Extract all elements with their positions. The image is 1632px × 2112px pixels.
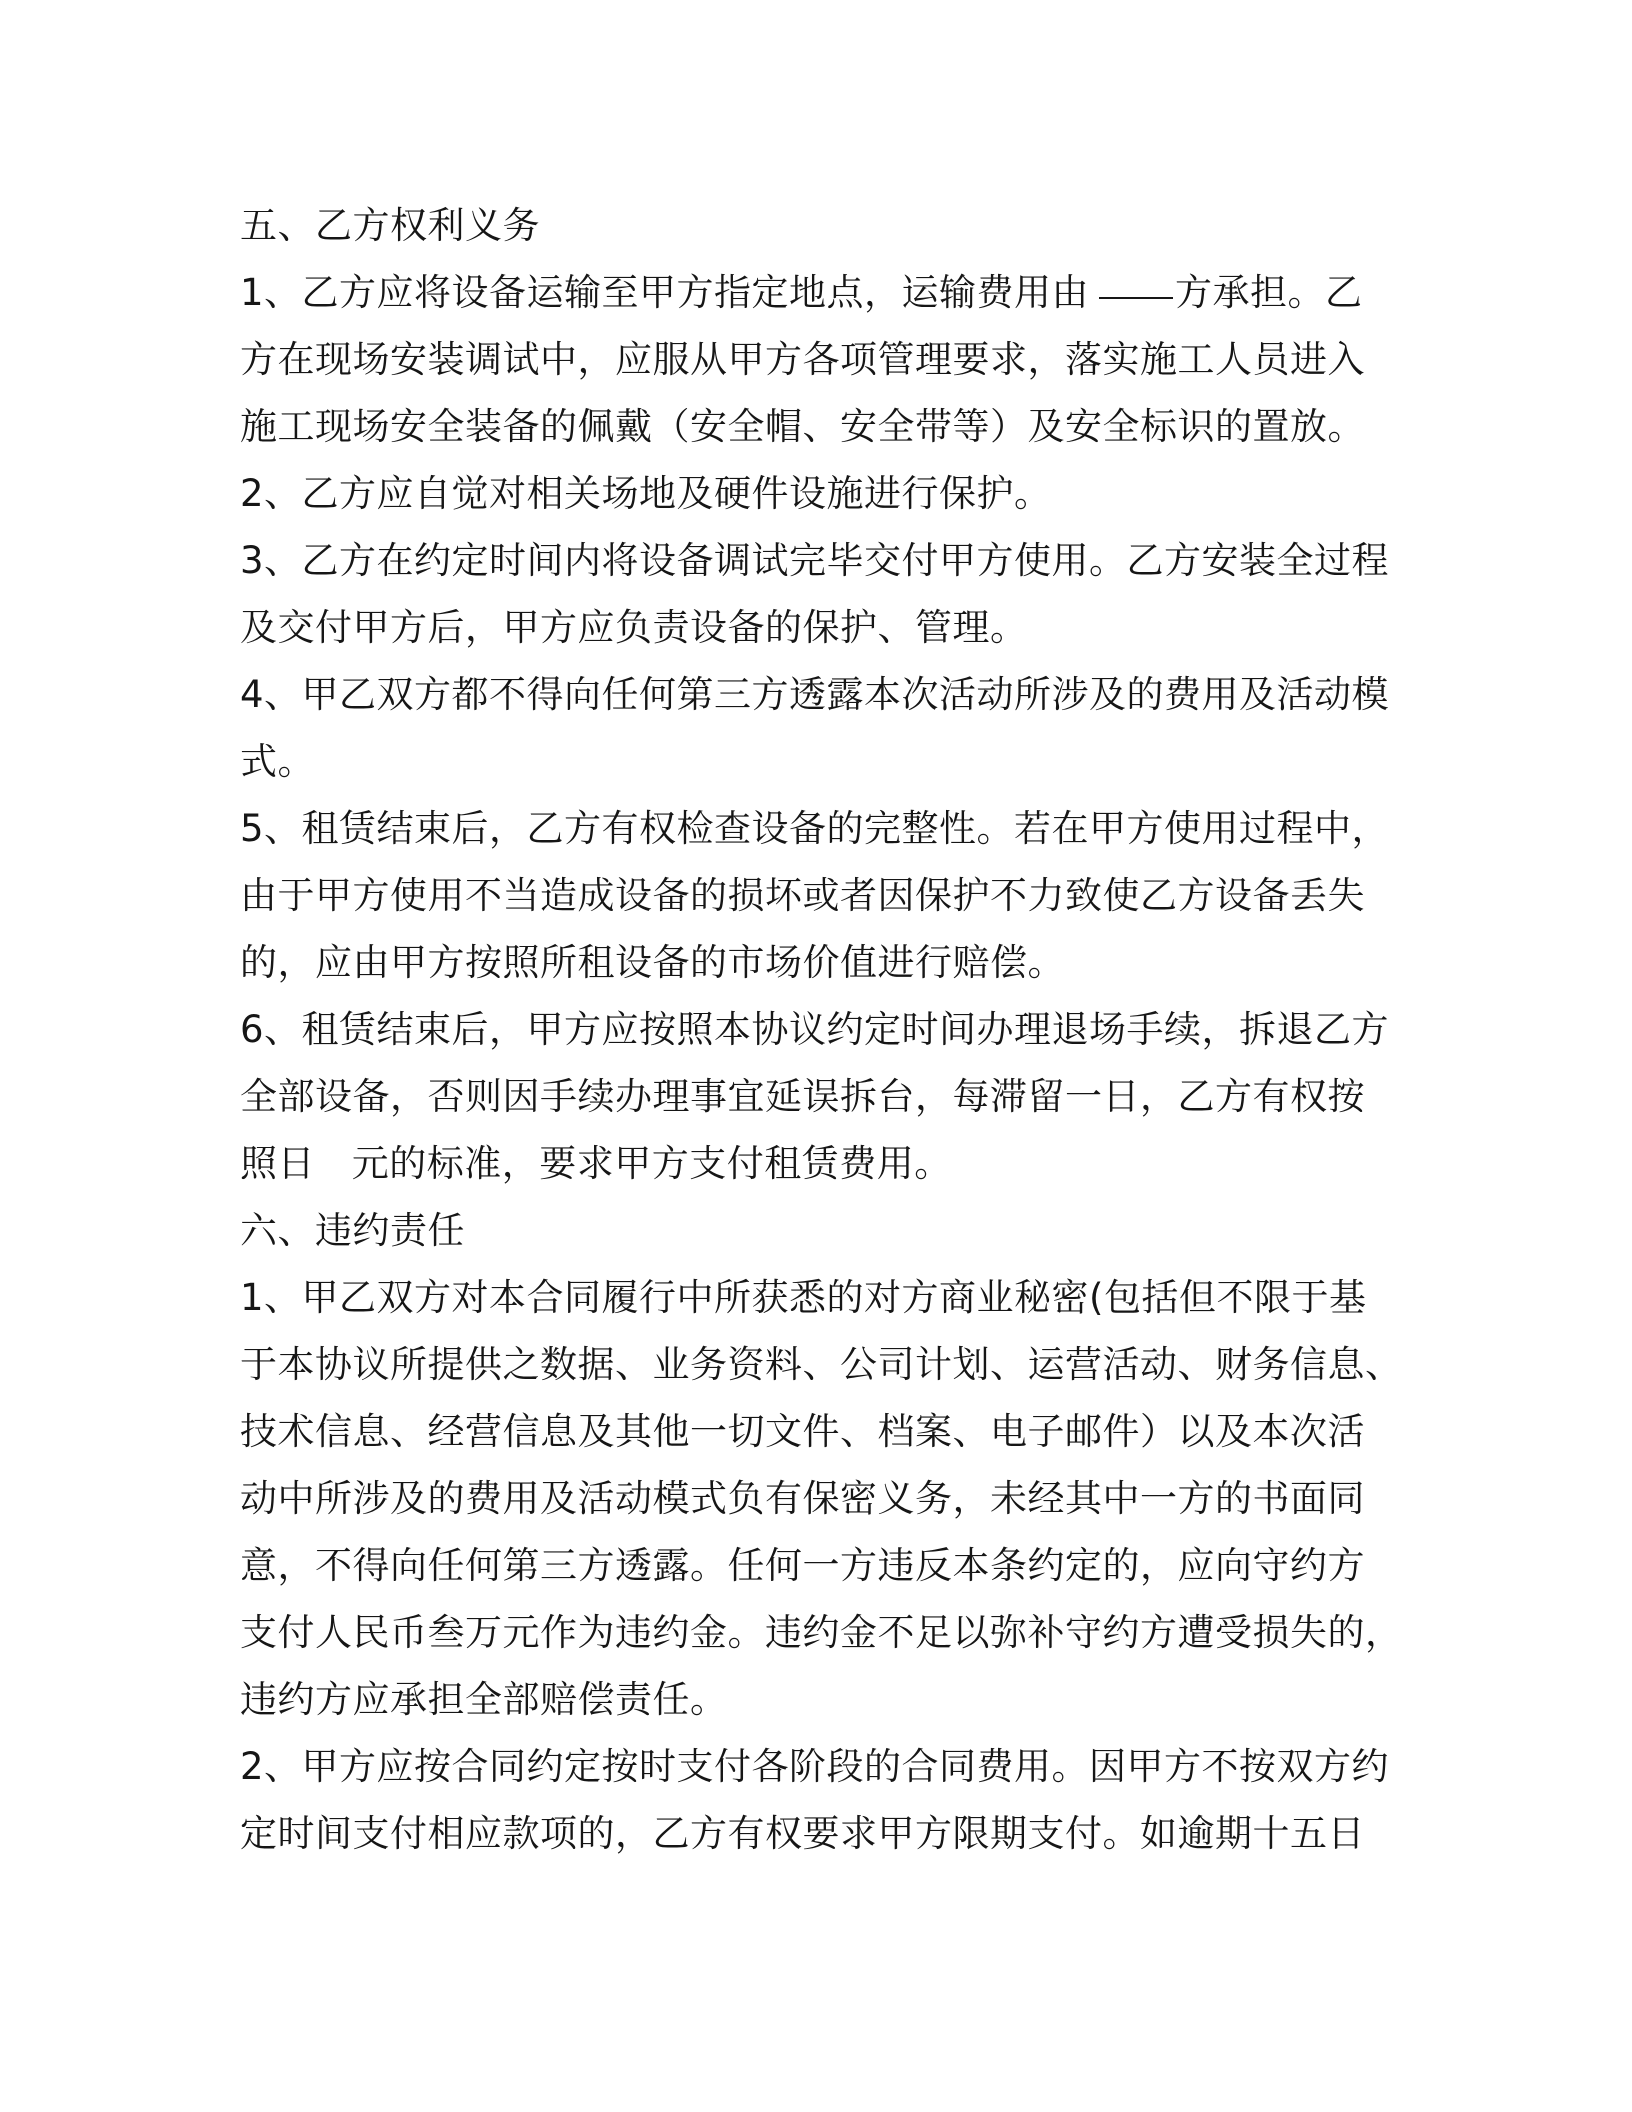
paragraph-line: 5、租赁结束后，乙方有权检查设备的完整性。若在甲方使用过程中， (240, 807, 1390, 850)
paragraph-line: 于本协议所提供之数据、业务资料、公司计划、运营活动、财务信息、 (240, 1343, 1403, 1386)
paragraph-line: 由于甲方使用不当造成设备的损坏或者因保护不力致使乙方设备丢失 (240, 874, 1365, 917)
paragraph-line (240, 259, 1380, 326)
paragraph-line: 施工现场安全装备的佩戴（安全帽、安全带等）及安全标识的置放。 (240, 405, 1365, 448)
paragraph-line: 定时间支付相应款项的，乙方有权要求甲方限期支付。如逾期十五日 (240, 1812, 1365, 1855)
paragraph-line: 技术信息、经营信息及其他一切文件、档案、电子邮件）以及本次活 (240, 1410, 1365, 1453)
section-heading: 六、违约责任 (240, 1209, 465, 1252)
line-text: 方承担。乙 (1175, 271, 1363, 314)
paragraph-line: 支付人民币叁万元作为违约金。违约金不足以弥补守约方遭受损失的， (240, 1611, 1403, 1654)
line-text: 1、乙方应将设备运输至甲方指定地点，运输费用由 (240, 271, 1090, 314)
paragraph-line: 违约方应承担全部赔偿责任。 (240, 1678, 728, 1721)
paragraph-line: 2、甲方应按合同约定按时支付各阶段的合同费用。因甲方不按双方约 (240, 1745, 1390, 1788)
document-body (240, 192, 1403, 1867)
paragraph-line: 4、甲乙双方都不得向任何第三方透露本次活动所涉及的费用及活动模 (240, 673, 1390, 716)
paragraph-line: 方在现场安装调试中，应服从甲方各项管理要求，落实施工人员进入 (240, 338, 1365, 381)
paragraph-line: 3、乙方在约定时间内将设备调试完毕交付甲方使用。乙方安装全过程 (240, 539, 1390, 582)
paragraph-line: 及交付甲方后，甲方应负责设备的保护、管理。 (240, 606, 1028, 649)
paragraph-line: 的，应由甲方按照所租设备的市场价值进行赔偿。 (240, 941, 1065, 984)
paragraph-line: 1、甲乙双方对本合同履行中所获悉的对方商业秘密(包括但不限于基 (240, 1276, 1367, 1319)
paragraph-line: 意，不得向任何第三方透露。任何一方违反本条约定的，应向守约方 (240, 1544, 1365, 1587)
paragraph-line: 全部设备，否则因手续办理事宜延误拆台，每滞留一日，乙方有权按 (240, 1075, 1365, 1118)
paragraph-line: 式。 (240, 740, 315, 783)
paragraph-line: 2、乙方应自觉对相关场地及硬件设施进行保护。 (240, 472, 1052, 515)
paragraph-line: 6、租赁结束后，甲方应按照本协议约定时间办理退场手续，拆退乙方 (240, 1008, 1390, 1051)
paragraph-line: 动中所涉及的费用及活动模式负有保密义务，未经其中一方的书面同 (240, 1477, 1365, 1520)
paragraph-line: 照日 元的标准，要求甲方支付租赁费用。 (240, 1142, 952, 1185)
fill-in-blank (1099, 296, 1173, 299)
section-heading: 五、乙方权利义务 (240, 204, 540, 247)
